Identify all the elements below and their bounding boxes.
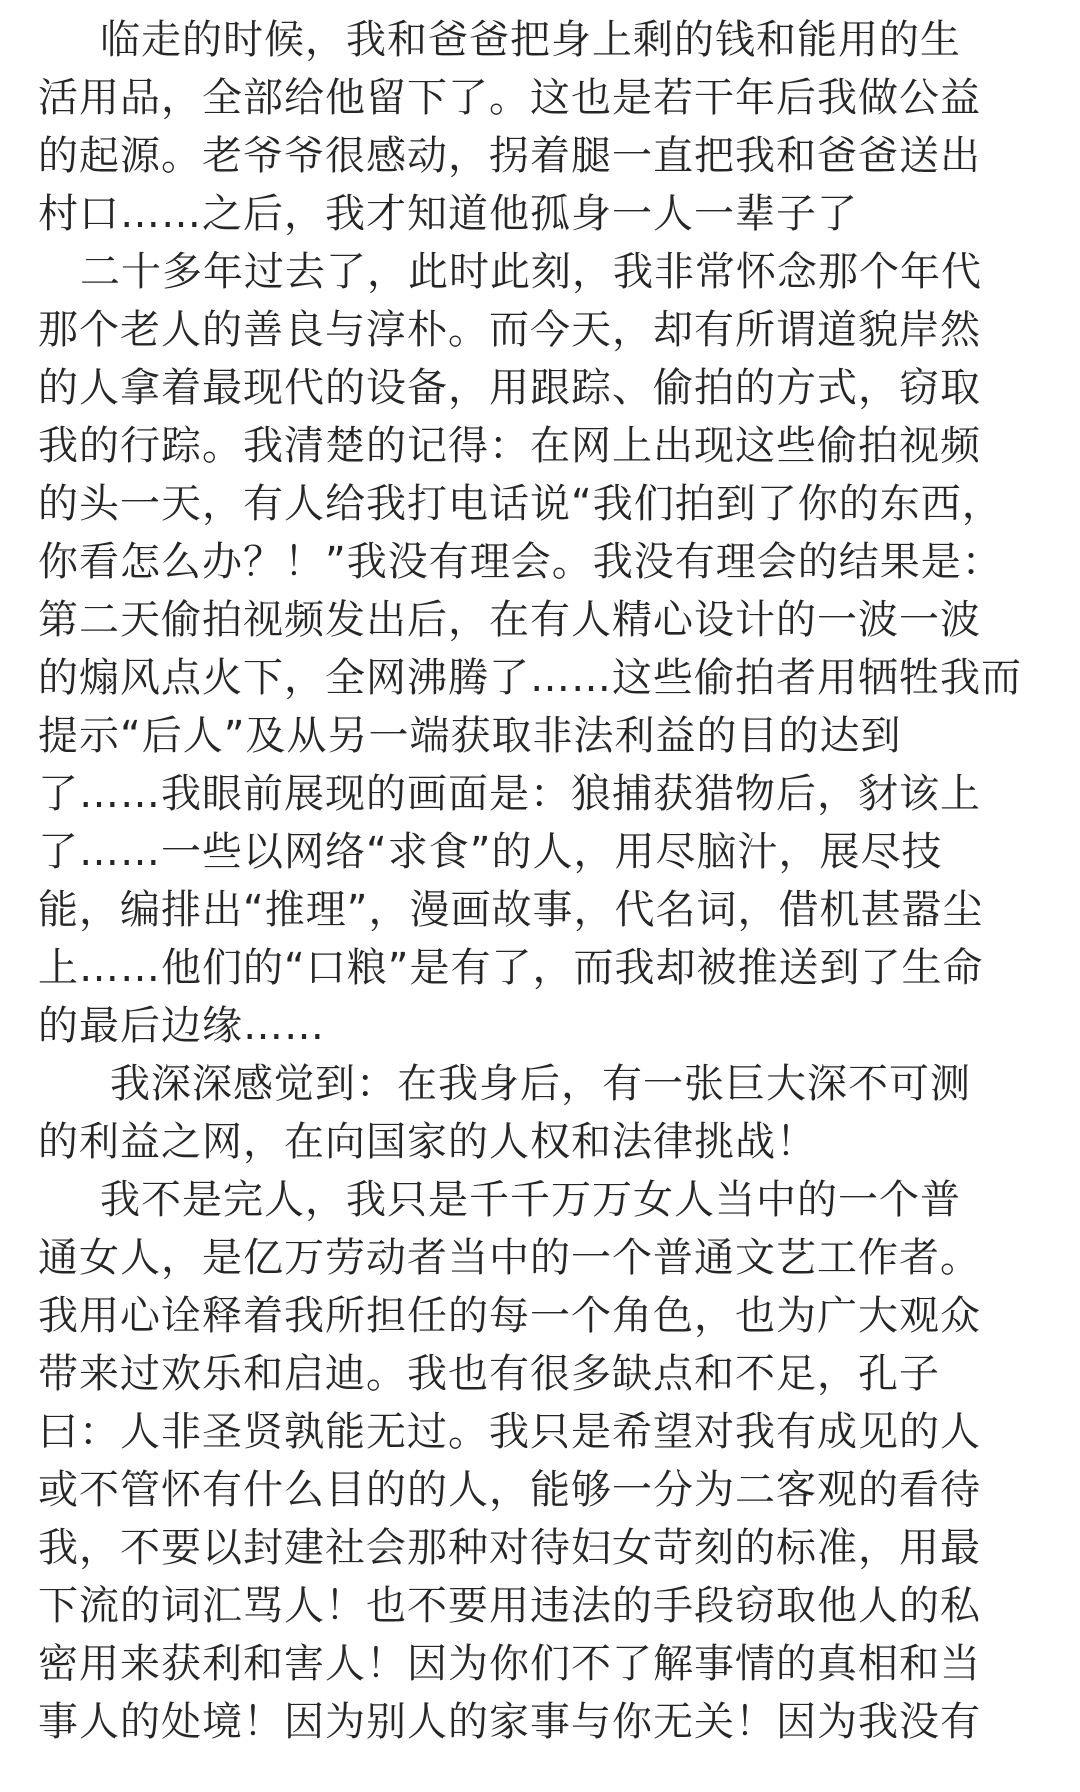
text-line: 曰：人非圣贤孰能无过。我只是希望对我有成见的人: [38, 1409, 981, 1455]
text-line: 提示“后人”及从另一端获取非法利益的目的达到: [38, 713, 902, 759]
text-line: 上……他们的“口粮”是有了，而我却被推送到了生命: [38, 945, 984, 991]
text-line: 或不管怀有什么目的的人，能够一分为二客观的看待: [38, 1467, 981, 1513]
text-line: 下流的词汇骂人！也不要用违法的手段窃取他人的私: [38, 1583, 981, 1629]
text-line: 能，编排出“推理”，漫画故事，代名词，借机甚嚣尘: [38, 887, 984, 933]
text-line: 我，不要以封建社会那种对待妇女苛刻的标准，用最: [38, 1525, 981, 1571]
text-line: 的人拿着最现代的设备，用跟踪、偷拍的方式，窃取: [38, 365, 981, 411]
text-line: 我深深感觉到：在我身后，有一张巨大深不可测: [110, 1061, 971, 1107]
text-line: 带来过欢乐和启迪。我也有很多缺点和不足，孔子: [38, 1351, 940, 1397]
text-line: 的头一天，有人给我打电话说“我们拍到了你的东西，: [38, 481, 1003, 527]
text-line: 我用心诠释着我所担任的每一个角色，也为广大观众: [38, 1293, 981, 1339]
text-line: 密用来获利和害人！因为你们不了解事情的真相和当: [38, 1641, 981, 1687]
text-line: 了……一些以网络“求食”的人，用尽脑汁，展尽技: [38, 829, 943, 875]
text-line: 临走的时候，我和爸爸把身上剩的钱和能用的生: [100, 17, 961, 63]
text-line: 的最后边缘……: [38, 1003, 325, 1049]
text-line: 我不是完人，我只是千千万万女人当中的一个普: [100, 1177, 961, 1223]
text-line: 事人的处境！因为别人的家事与你无关！因为我没有: [38, 1699, 981, 1745]
text-line: 二十多年过去了，此时此刻，我非常怀念那个年代: [80, 249, 982, 295]
text-line: 你看怎么办？！”我没有理会。我没有理会的结果是：: [38, 539, 1003, 585]
text-line: 那个老人的善良与淳朴。而今天，却有所谓道貌岸然: [38, 307, 981, 353]
text-line: 的煽风点火下，全网沸腾了……这些偷拍者用牺牲我而: [38, 655, 1022, 701]
text-line: 第二天偷拍视频发出后，在有人精心设计的一波一波: [38, 597, 981, 643]
text-line: 我的行踪。我清楚的记得：在网上出现这些偷拍视频: [38, 423, 981, 469]
text-line: 的利益之网，在向国家的人权和法律挑战！: [38, 1119, 817, 1165]
text-line: 村口……之后，我才知道他孤身一人一辈子了: [38, 191, 858, 237]
text-line: 通女人，是亿万劳动者当中的一个普通文艺工作者。: [38, 1235, 981, 1281]
text-line: 了……我眼前展现的画面是：狼捕获猎物后，豺该上: [38, 771, 981, 817]
text-line: 的起源。老爷爷很感动，拐着腿一直把我和爸爸送出: [38, 133, 981, 179]
text-line: 活用品，全部给他留下了。这也是若干年后我做公益: [38, 75, 981, 121]
